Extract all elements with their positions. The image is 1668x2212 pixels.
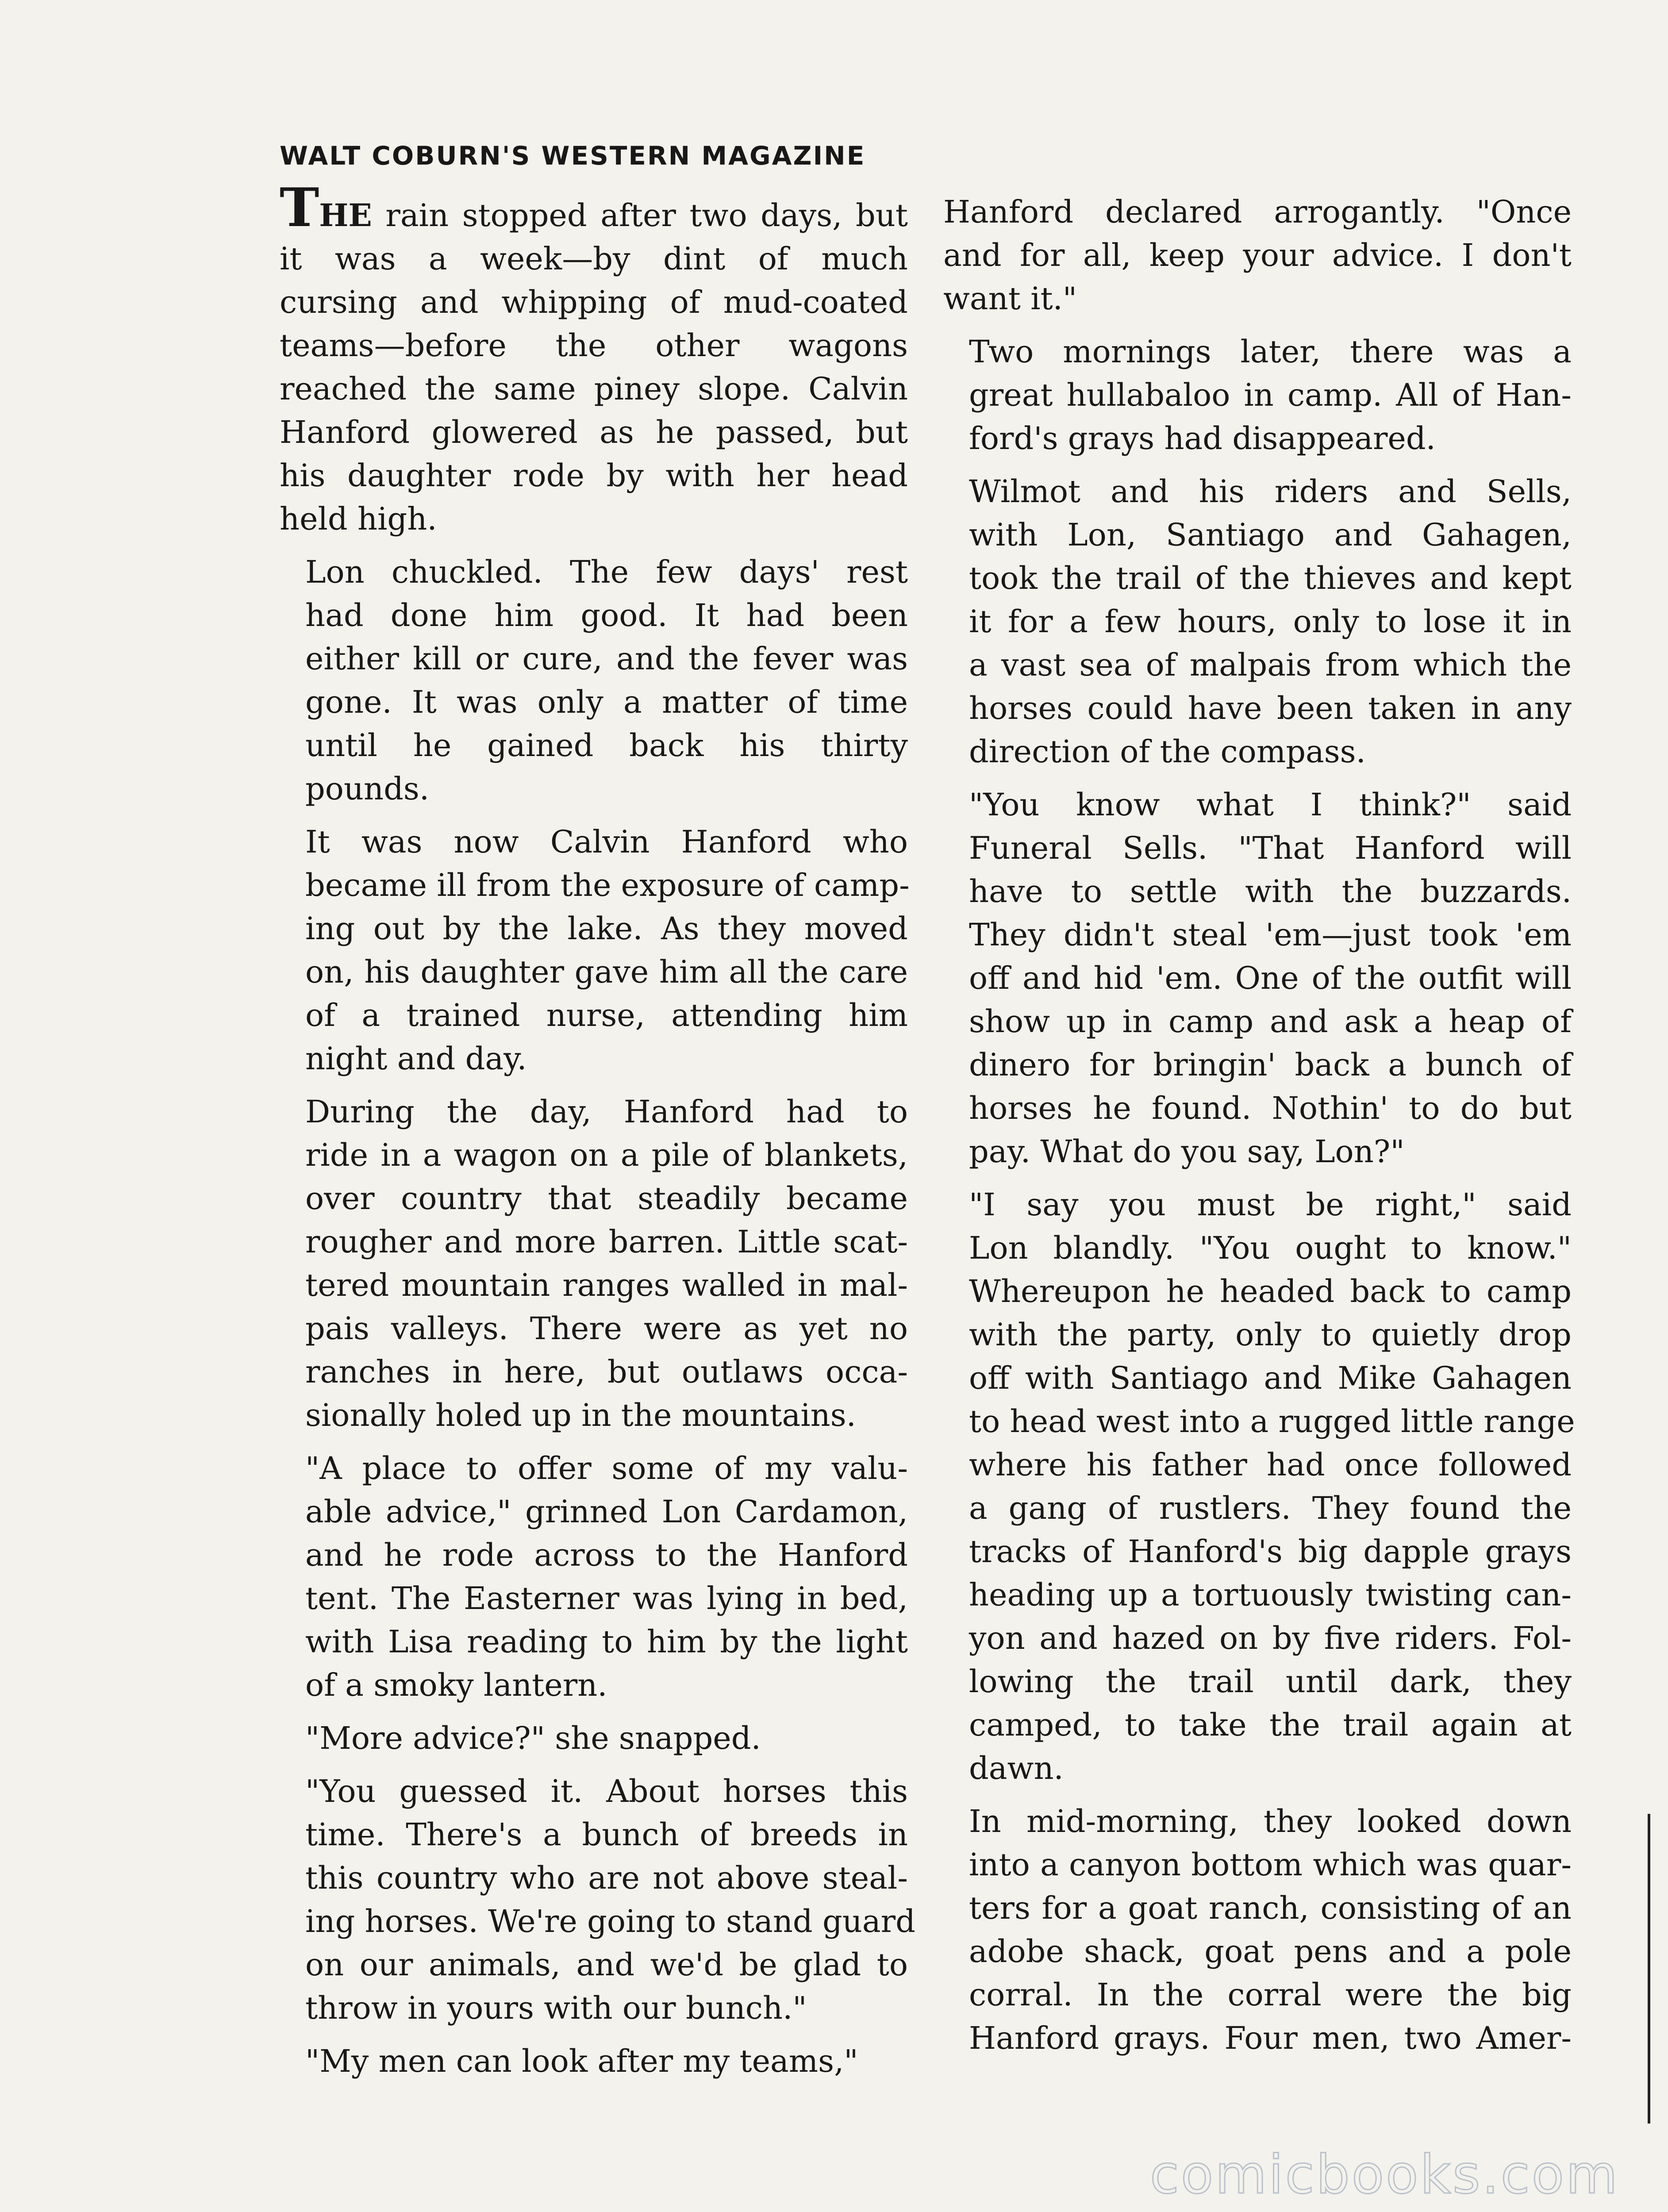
text-line: ing horses. We're going to stand guard — [305, 1903, 915, 1939]
text-line: with Lisa reading to him by the light — [305, 1624, 908, 1660]
text-line: pay. What do you say, Lon?" — [969, 1133, 1405, 1170]
text-line: into a canyon bottom which was quar- — [969, 1847, 1572, 1883]
text-line: During the day, Hanford had to — [305, 1094, 908, 1130]
text-line: dawn. — [969, 1750, 1064, 1786]
text-line: reached the same piney slope. Calvin — [280, 371, 908, 407]
text-line: They didn't steal 'em—just took 'em — [969, 917, 1572, 953]
text-line: it for a few hours, only to lose it in — [969, 603, 1572, 640]
text-line: of a trained nurse, attending him — [305, 997, 908, 1033]
text-line: and for all, keep your advice. I don't — [943, 237, 1572, 273]
text-line: Lon chuckled. The few days' rest — [305, 554, 908, 590]
text-line: rougher and more barren. Little scat- — [305, 1224, 908, 1260]
text-line: a vast sea of malpais from which the — [969, 647, 1572, 683]
paragraph — [943, 1800, 1572, 2060]
text-line: ford's grays had disappeared. — [969, 420, 1436, 457]
text-line: of a smoky lantern. — [305, 1667, 607, 1703]
text-line: have to settle with the buzzards. — [969, 873, 1572, 910]
paragraph — [280, 820, 908, 1080]
text-line: ters for a goat ranch, consisting of an — [969, 1890, 1572, 1926]
text-line: Funeral Sells. "That Hanford will — [969, 830, 1572, 866]
text-line: camped, to take the trail again at — [969, 1707, 1572, 1743]
drop-cap: T — [280, 177, 319, 239]
paragraph — [280, 1447, 908, 1707]
text-line: lowing the trail until dark, they — [969, 1663, 1572, 1700]
watermark-logo: comicbooks.com — [1149, 2144, 1619, 2206]
text-line: throw in yours with our bunch." — [305, 1990, 807, 2026]
text-line: tent. The Easterner was lying in bed, — [305, 1580, 908, 1617]
text-line: want it." — [943, 280, 1077, 317]
small-caps-lead: HE — [319, 197, 372, 234]
text-line: gone. It was only a matter of time — [305, 684, 908, 720]
text-line: ride in a wagon on a pile of blankets, — [305, 1137, 908, 1173]
text-line: horses he found. Nothin' to do but — [969, 1090, 1572, 1126]
text-line: his daughter rode by with her head — [280, 457, 908, 494]
right-column — [943, 190, 1575, 2070]
text-line: off and hid 'em. One of the outfit will — [969, 960, 1572, 996]
paragraph — [280, 177, 908, 541]
text-line: dinero for bringin' back a bunch of — [969, 1047, 1572, 1083]
text-line: Whereupon he headed back to camp — [969, 1273, 1572, 1310]
paragraph — [943, 330, 1572, 460]
text-line: Wilmot and his riders and Sells, — [969, 473, 1572, 510]
text-line: adobe shack, goat pens and a pole — [969, 1933, 1572, 1970]
text-line: teams—before the other wagons — [280, 327, 908, 364]
text-line: sionally holed up in the mountains. — [305, 1397, 856, 1433]
text-line: direction of the compass. — [969, 733, 1366, 770]
text-line: where his father had once followed — [969, 1447, 1572, 1483]
running-header: WALT COBURN'S WESTERN MAGAZINE — [280, 141, 866, 171]
text-line: horses could have been taken in any — [969, 690, 1572, 726]
text-line: Hanford grays. Four men, two Amer- — [969, 2020, 1572, 2056]
text-line: corral. In the corral were the big — [969, 1977, 1572, 2013]
margin-rule — [1648, 1814, 1650, 2124]
text-line: In mid-morning, they looked down — [969, 1803, 1572, 1839]
left-column — [280, 177, 915, 2093]
paragraph — [280, 1090, 908, 1437]
paragraph — [280, 1717, 908, 1760]
text-line: night and day. — [305, 1041, 527, 1077]
paragraph — [280, 1770, 915, 2030]
text-line: until he gained back his thirty — [305, 727, 908, 764]
text-line: and he rode across to the Hanford — [305, 1537, 908, 1573]
paragraph — [943, 470, 1572, 773]
paragraph — [943, 190, 1572, 320]
text-line: took the trail of the thieves and kept — [969, 560, 1572, 596]
text-line: yon and hazed on by five riders. Fol- — [969, 1620, 1572, 1656]
text-line: "You guessed it. About horses this — [305, 1773, 908, 1809]
text-line: "More advice?" she snapped. — [305, 1720, 761, 1756]
paragraph — [943, 1183, 1575, 1790]
text-line: became ill from the exposure of camp- — [305, 867, 910, 903]
text-line: over country that steadily became — [305, 1180, 908, 1217]
text-line: "My men can look after my teams," — [305, 2043, 858, 2079]
text-line: great hullabaloo in camp. All of Han- — [969, 377, 1572, 413]
text-line: off with Santiago and Mike Gahagen — [969, 1360, 1572, 1396]
text-line: It was now Calvin Hanford who — [305, 824, 908, 860]
text-line: with the party, only to quietly drop — [969, 1317, 1572, 1353]
text-line: a gang of rustlers. They found the — [969, 1490, 1572, 1526]
text-line: Lon blandly. "You ought to know." — [969, 1230, 1572, 1266]
text-line: on, his daughter gave him all the care — [305, 954, 908, 990]
text-line: Hanford glowered as he passed, but — [280, 414, 908, 450]
text-line: ing out by the lake. As they moved — [305, 910, 908, 947]
paragraph — [280, 550, 908, 810]
text-line: to head west into a rugged little range — [969, 1403, 1575, 1440]
text-line: on our animals, and we'd be glad to — [305, 1947, 908, 1983]
text-line: "You know what I think?" said — [969, 787, 1572, 823]
text-line: either kill or cure, and the fever was — [305, 641, 908, 677]
text-line: heading up a tortuously twisting can- — [969, 1577, 1572, 1613]
paragraph — [280, 2039, 908, 2083]
text-line-rest: rain stopped after two days, but — [372, 197, 908, 234]
text-line: Hanford declared arrogantly. "Once — [943, 194, 1572, 230]
text-line: held high. — [280, 501, 437, 537]
text-line: had done him good. It had been — [305, 597, 908, 634]
text-line: pounds. — [305, 771, 430, 807]
text-line: able advice," grinned Lon Cardamon, — [305, 1494, 908, 1530]
text-line: ranches in here, but outlaws occa- — [305, 1354, 908, 1390]
text-line — [280, 177, 908, 239]
text-line: pais valleys. There were as yet no — [305, 1310, 908, 1347]
text-line: tracks of Hanford's big dapple grays — [969, 1533, 1572, 1570]
text-line: show up in camp and ask a heap of — [969, 1003, 1572, 1040]
text-line: Two mornings later, there was a — [969, 334, 1572, 370]
text-line: tered mountain ranges walled in mal- — [305, 1267, 908, 1303]
text-line: time. There's a bunch of breeds in — [305, 1816, 908, 1853]
text-line: with Lon, Santiago and Gahagen, — [969, 517, 1572, 553]
text-line: cursing and whipping of mud-coated — [280, 284, 908, 320]
paragraph — [943, 783, 1572, 1173]
text-line: this country who are not above steal- — [305, 1860, 908, 1896]
text-line: it was a week—by dint of much — [280, 241, 908, 277]
text-line: "I say you must be right," said — [969, 1187, 1572, 1223]
text-line: "A place to offer some of my valu- — [305, 1450, 908, 1486]
